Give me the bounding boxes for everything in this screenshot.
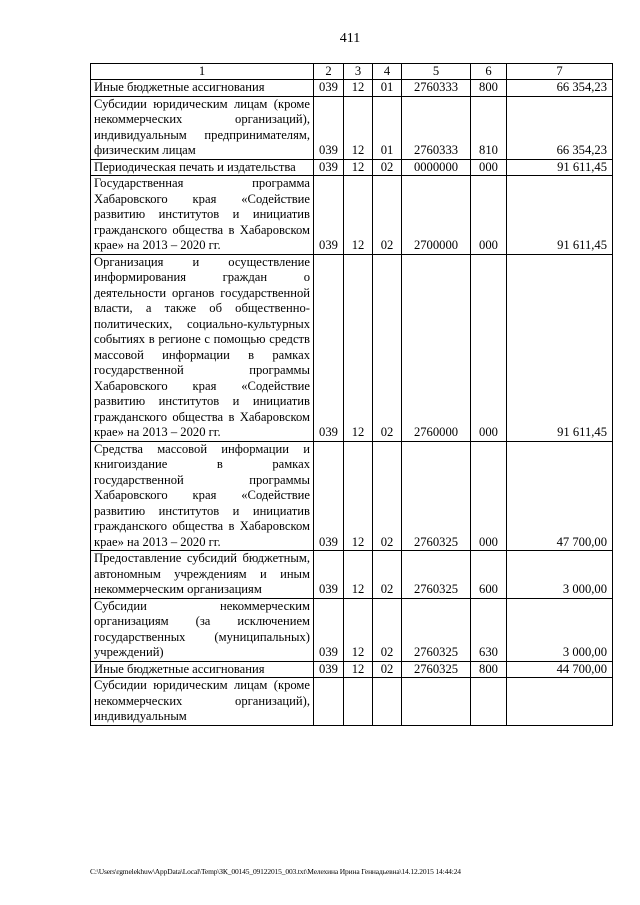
amount-cell: 66 354,23 (507, 80, 613, 97)
table-row (91, 441, 613, 551)
item-name-cell: Средства массовой информации и книгоиздание в рамках государственной программы Хабаровского края «Содействие развитию институтов и инициатив гражданского общества в Хабаровском крае» на 2013 – 2020 гг. (91, 441, 314, 551)
amount-cell: 66 354,23 (507, 96, 613, 159)
section-cell: 12 (344, 159, 373, 176)
section-cell: 12 (344, 598, 373, 661)
table-row (91, 598, 613, 661)
header-cell-5: 5 (402, 64, 471, 80)
subsection-cell: 01 (373, 80, 402, 97)
code-cell: 039 (314, 551, 344, 599)
table-row (91, 96, 613, 159)
target-article-cell: 2760325 (402, 441, 471, 551)
expense-type-cell: 000 (471, 254, 507, 441)
amount-cell: 91 611,45 (507, 159, 613, 176)
section-cell: 12 (344, 80, 373, 97)
table-row (91, 176, 613, 255)
expense-type-cell: 000 (471, 441, 507, 551)
section-cell: 12 (344, 254, 373, 441)
target-article-cell: 2760325 (402, 598, 471, 661)
code-cell: 039 (314, 441, 344, 551)
table-row (91, 254, 613, 441)
subsection-cell (373, 678, 402, 726)
code-cell: 039 (314, 254, 344, 441)
code-cell: 039 (314, 80, 344, 97)
code-cell: 039 (314, 176, 344, 255)
section-cell: 12 (344, 551, 373, 599)
expense-type-cell: 800 (471, 80, 507, 97)
table-header-row (91, 64, 613, 80)
item-name-cell: Государственная программа Хабаровского края «Содействие развитию институтов и инициатив гражданского общества в Хабаровском крае» на 2013 – 2020 гг. (91, 176, 314, 255)
amount-cell: 91 611,45 (507, 254, 613, 441)
code-cell: 039 (314, 159, 344, 176)
expense-type-cell: 000 (471, 176, 507, 255)
amount-cell: 3 000,00 (507, 551, 613, 599)
header-cell-7: 7 (507, 64, 613, 80)
page-number: 411 (339, 31, 361, 46)
item-name-cell: Периодическая печать и издательства (91, 159, 314, 176)
code-cell: 039 (314, 96, 344, 159)
amount-cell: 3 000,00 (507, 598, 613, 661)
item-name-cell: Иные бюджетные ассигнования (91, 80, 314, 97)
section-cell: 12 (344, 96, 373, 159)
header-cell-1: 1 (91, 64, 314, 80)
target-article-cell: 0000000 (402, 159, 471, 176)
target-article-cell: 2760333 (402, 80, 471, 97)
budget-table (90, 63, 613, 726)
target-article-cell: 2760325 (402, 551, 471, 599)
header-cell-6: 6 (471, 64, 507, 80)
item-name-cell: Субсидии некоммерческим организациям (за исключением государственных (муниципальных) учреждений) (91, 598, 314, 661)
amount-cell: 91 611,45 (507, 176, 613, 255)
amount-cell: 47 700,00 (507, 441, 613, 551)
header-cell-3: 3 (344, 64, 373, 80)
subsection-cell: 02 (373, 661, 402, 678)
table-row (91, 80, 613, 97)
subsection-cell: 02 (373, 441, 402, 551)
table-row (91, 661, 613, 678)
file-path-footer: C:\Users\rgmelekhuw\AppData\Local\Temp\ЗК_00145_09122015_003.txt\Мелехина Ирина Геннадьевна\14.12.2015 14:44:24 (90, 867, 461, 876)
expense-type-cell: 600 (471, 551, 507, 599)
code-cell (314, 678, 344, 726)
header-cell-2: 2 (314, 64, 344, 80)
subsection-cell: 02 (373, 159, 402, 176)
section-cell: 12 (344, 661, 373, 678)
amount-cell: 44 700,00 (507, 661, 613, 678)
code-cell: 039 (314, 598, 344, 661)
expense-type-cell: 000 (471, 159, 507, 176)
target-article-cell: 2700000 (402, 176, 471, 255)
table-row (91, 159, 613, 176)
subsection-cell: 01 (373, 96, 402, 159)
target-article-cell: 2760325 (402, 661, 471, 678)
target-article-cell: 2760000 (402, 254, 471, 441)
item-name-cell: Предоставление субсидий бюджетным, автономным учреждениям и иным некоммерческим организациям (91, 551, 314, 599)
subsection-cell: 02 (373, 176, 402, 255)
expense-type-cell (471, 678, 507, 726)
item-name-cell: Субсидии юридическим лицам (кроме некоммерческих организаций), индивидуальным предпринимателям, физическим лицам (91, 96, 314, 159)
section-cell: 12 (344, 441, 373, 551)
expense-type-cell: 800 (471, 661, 507, 678)
expense-type-cell: 630 (471, 598, 507, 661)
target-article-cell (402, 678, 471, 726)
amount-cell (507, 678, 613, 726)
table-row (91, 551, 613, 599)
item-name-cell: Организация и осуществление информирования граждан о деятельности органов государственной власти, а также об общественно-политических, социально-культурных событиях в регионе с помощью средств массовой информации в рамках государственной программы Хабаровского края «Содействие развитию институтов и инициатив гражданского общества в Хабаровском крае» на 2013 – 2020 гг. (91, 254, 314, 441)
section-cell (344, 678, 373, 726)
target-article-cell: 2760333 (402, 96, 471, 159)
subsection-cell: 02 (373, 551, 402, 599)
subsection-cell: 02 (373, 598, 402, 661)
header-cell-4: 4 (373, 64, 402, 80)
code-cell: 039 (314, 661, 344, 678)
item-name-cell: Иные бюджетные ассигнования (91, 661, 314, 678)
section-cell: 12 (344, 176, 373, 255)
table-row (91, 678, 613, 726)
item-name-cell: Субсидии юридическим лицам (кроме некоммерческих организаций), индивидуальным (91, 678, 314, 726)
subsection-cell: 02 (373, 254, 402, 441)
expense-type-cell: 810 (471, 96, 507, 159)
